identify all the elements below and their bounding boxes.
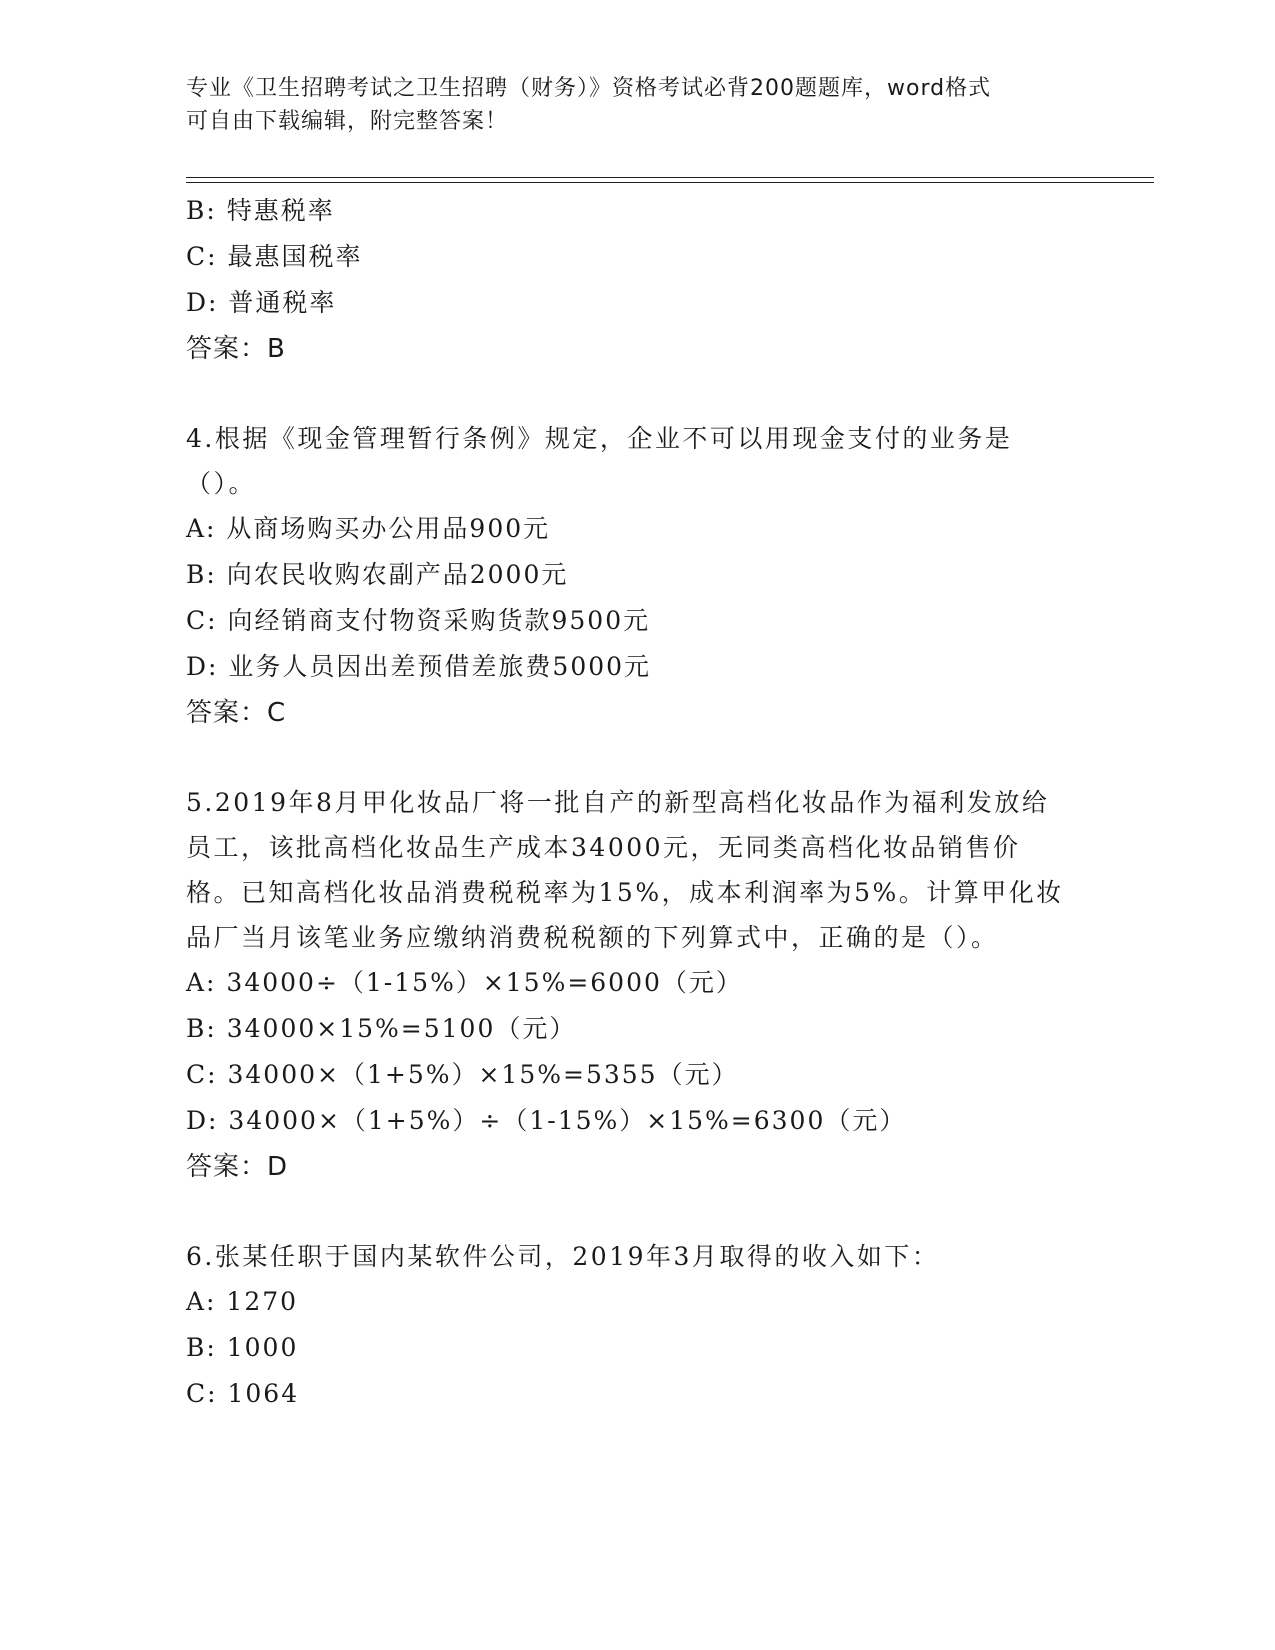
header-divider-bottom bbox=[186, 182, 1154, 183]
option-b: B: 34000×15%=5100（元） bbox=[186, 1014, 577, 1043]
question-3-continued bbox=[186, 188, 1066, 372]
option-d: D: 业务人员因出差预借差旅费5000元 bbox=[186, 652, 652, 681]
question-5 bbox=[186, 780, 1066, 1190]
question-stem: 5.2019年8月甲化妆品厂将一批自产的新型高档化妆品作为福利发放给员工，该批高档化妆品生产成本34000元，无同类高档化妆品销售价格。已知高档化妆品消费税税率为15%，成本利润率为5%。计算甲化妆品厂当月该笔业务应缴纳消费税税额的下列算式中，正确的是（）。 bbox=[186, 788, 1064, 952]
option-c: C: 向经销商支付物资采购货款9500元 bbox=[186, 606, 651, 635]
option-a: A: 34000÷（1-15%）×15%=6000（元） bbox=[186, 968, 743, 997]
option-b: B: 特惠税率 bbox=[186, 196, 335, 225]
question-stem: 4.根据《现金管理暂行条例》规定，企业不可以用现金支付的业务是（）。 bbox=[186, 424, 1013, 498]
option-c: C: 1064 bbox=[186, 1379, 300, 1408]
option-a: A: 从商场购买办公用品900元 bbox=[186, 514, 551, 543]
question-4 bbox=[186, 416, 1066, 736]
header-divider-top bbox=[186, 177, 1154, 178]
answer: 答案：B bbox=[186, 334, 286, 364]
question-6 bbox=[186, 1234, 1066, 1417]
document-header bbox=[186, 72, 1076, 138]
option-d: D: 普通税率 bbox=[186, 288, 337, 317]
option-c: C: 34000×（1+5%）×15%=5355（元） bbox=[186, 1060, 739, 1089]
option-b: B: 向农民收购农副产品2000元 bbox=[186, 560, 569, 589]
question-list bbox=[186, 188, 1066, 1417]
answer: 答案：C bbox=[186, 698, 287, 728]
option-b: B: 1000 bbox=[186, 1333, 299, 1362]
option-d: D: 34000×（1+5%）÷（1-15%）×15%=6300（元） bbox=[186, 1106, 907, 1135]
header-title-line-1: 专业《卫生招聘考试之卫生招聘（财务）》资格考试必背200题题库，word格式 bbox=[186, 76, 992, 101]
header-title-line-2: 可自由下载编辑，附完整答案！ bbox=[186, 109, 509, 134]
answer: 答案：D bbox=[186, 1152, 289, 1182]
question-stem: 6.张某任职于国内某软件公司，2019年3月取得的收入如下： bbox=[186, 1242, 940, 1271]
option-c: C: 最惠国税率 bbox=[186, 242, 363, 271]
option-a: A: 1270 bbox=[186, 1287, 299, 1316]
